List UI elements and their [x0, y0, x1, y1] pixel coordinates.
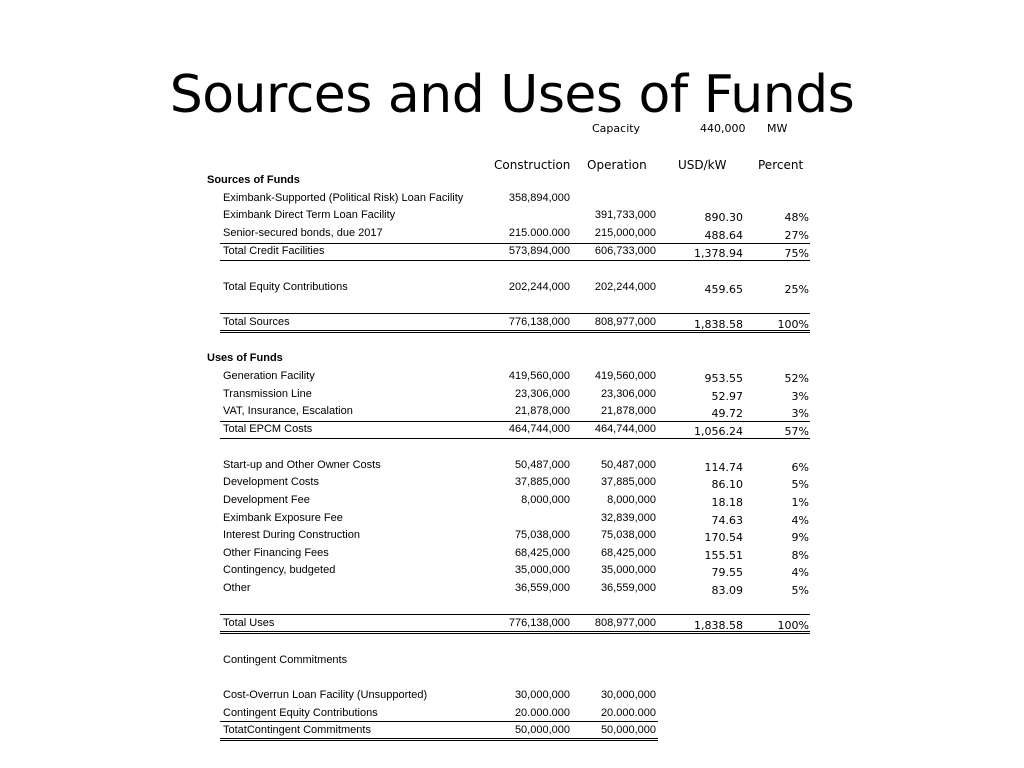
double-divider: [220, 330, 810, 333]
table-row: [0, 528, 1024, 545]
usdkw-value: 49.72: [711, 407, 743, 420]
construction-value: 215.000.000: [508, 227, 570, 239]
table-row: [0, 581, 1024, 598]
row-label: Total Uses: [223, 617, 275, 629]
operation-value: 50,000,000: [600, 724, 656, 736]
construction-value: 36,559,000: [514, 582, 570, 594]
usdkw-value: 74.63: [711, 514, 743, 527]
operation-value: 32,839,000: [600, 512, 656, 524]
percent-value: 25%: [784, 283, 809, 296]
divider: [220, 721, 658, 722]
operation-value: 606,733,000: [594, 245, 656, 257]
capacity-label: Capacity: [592, 122, 641, 135]
construction-value: 464,744,000: [508, 423, 570, 435]
table-row: [0, 511, 1024, 528]
usdkw-value: 83.09: [711, 584, 743, 597]
operation-value: 419,560,000: [594, 370, 656, 382]
operation-value: 37,885,000: [600, 476, 656, 488]
header-percent: Percent: [758, 158, 804, 172]
construction-value: 50,487,000: [514, 459, 570, 471]
row-label: Other Financing Fees: [223, 547, 329, 559]
construction-value: 8,000,000: [521, 494, 570, 506]
operation-value: 391,733,000: [594, 209, 656, 221]
operation-value: 8,000,000: [607, 494, 656, 506]
operation-value: 30,000,000: [600, 689, 656, 701]
row-label: Eximbank Direct Term Loan Facility: [223, 209, 396, 221]
operation-value: 464,744,000: [594, 423, 656, 435]
row-label: Contingent Equity Contributions: [223, 707, 378, 719]
operation-value: 36,559,000: [600, 582, 656, 594]
percent-value: 8%: [791, 549, 809, 562]
divider: [220, 438, 810, 439]
row-label: Contingent Commitments: [223, 654, 348, 666]
table-row: [0, 208, 1024, 225]
divider: [220, 313, 810, 314]
table-row: [0, 280, 1024, 297]
percent-value: 9%: [791, 531, 809, 544]
operation-value: 75,038,000: [600, 529, 656, 541]
divider: [220, 614, 810, 615]
usdkw-value: 170.54: [704, 531, 743, 544]
construction-value: 68,425,000: [514, 547, 570, 559]
usdkw-value: 890.30: [704, 211, 743, 224]
construction-value: 573,894,000: [508, 245, 570, 257]
construction-value: 358,894,000: [508, 192, 570, 204]
sources-section-title: [0, 173, 1024, 190]
row-label: Development Fee: [223, 494, 310, 506]
construction-value: 35,000,000: [514, 564, 570, 576]
capacity-value: 440,000: [700, 122, 746, 135]
percent-value: 5%: [791, 584, 809, 597]
section-label: Sources of Funds: [207, 174, 300, 186]
construction-value: 776,138,000: [508, 316, 570, 328]
row-label: Start-up and Other Owner Costs: [223, 459, 381, 471]
usdkw-value: 459.65: [704, 283, 743, 296]
row-label: Interest During Construction: [223, 529, 360, 541]
percent-value: 100%: [777, 619, 809, 632]
double-divider: [220, 631, 810, 634]
usdkw-value: 18.18: [711, 496, 743, 509]
table-row: [0, 653, 1024, 670]
table-row: [0, 458, 1024, 475]
operation-value: 68,425,000: [600, 547, 656, 559]
percent-value: 4%: [791, 514, 809, 527]
table-row: [0, 688, 1024, 705]
row-label: Eximbank Exposure Fee: [223, 512, 343, 524]
percent-value: 5%: [791, 478, 809, 491]
row-label: Cost-Overrun Loan Facility (Unsupported): [223, 689, 428, 701]
row-label: Transmission Line: [223, 388, 312, 400]
percent-value: 27%: [784, 229, 809, 242]
construction-value: 30,000,000: [514, 689, 570, 701]
operation-value: 21,878,000: [600, 405, 656, 417]
row-label: VAT, Insurance, Escalation: [223, 405, 353, 417]
percent-value: 1%: [791, 496, 809, 509]
usdkw-value: 114.74: [704, 461, 743, 474]
construction-value: 419,560,000: [508, 370, 570, 382]
table-row: [0, 546, 1024, 563]
row-label: Senior-secured bonds, due 2017: [223, 227, 383, 239]
uses-section-title: [0, 351, 1024, 368]
page-title: Sources and Uses of Funds: [169, 65, 855, 125]
construction-value: 37,885,000: [514, 476, 570, 488]
table-row-total: [0, 422, 1024, 439]
row-label: Total EPCM Costs: [223, 423, 313, 435]
percent-value: 48%: [784, 211, 809, 224]
construction-value: 776,138,000: [508, 617, 570, 629]
table-row: [0, 191, 1024, 208]
usdkw-value: 1,378.94: [694, 247, 743, 260]
table-row: [0, 387, 1024, 404]
percent-value: 100%: [777, 318, 809, 331]
construction-value: 75,038,000: [514, 529, 570, 541]
row-label: Total Equity Contributions: [223, 281, 348, 293]
operation-value: 808,977,000: [594, 617, 656, 629]
construction-value: 20.000.000: [514, 707, 570, 719]
row-label: Total Credit Facilities: [223, 245, 325, 257]
row-label: Development Costs: [223, 476, 319, 488]
header-usdkw: USD/kW: [678, 158, 727, 172]
usdkw-value: 86.10: [711, 478, 743, 491]
row-label: Contingency, budgeted: [223, 564, 336, 576]
usdkw-value: 1,056.24: [694, 425, 743, 438]
operation-value: 35,000,000: [600, 564, 656, 576]
operation-value: 215,000,000: [594, 227, 656, 239]
row-label: TotatContingent Commitments: [223, 724, 371, 736]
header-operation: Operation: [587, 158, 647, 172]
row-label: Other: [223, 582, 251, 594]
operation-value: 20.000.000: [600, 707, 656, 719]
table-row-total: [0, 244, 1024, 261]
operation-value: 808,977,000: [594, 316, 656, 328]
row-label: Eximbank-Supported (Political Risk) Loan Facility: [223, 192, 464, 204]
row-label: Total Sources: [223, 316, 290, 328]
section-label: Uses of Funds: [207, 352, 283, 364]
percent-value: 3%: [791, 407, 809, 420]
header-construction: Construction: [494, 158, 571, 172]
double-divider: [220, 738, 658, 741]
percent-value: 57%: [784, 425, 809, 438]
table-row: [0, 475, 1024, 492]
usdkw-value: 488.64: [704, 229, 743, 242]
usdkw-value: 155.51: [704, 549, 743, 562]
divider: [220, 260, 810, 261]
percent-value: 4%: [791, 566, 809, 579]
usdkw-value: 953.55: [704, 372, 743, 385]
table-row: [0, 493, 1024, 510]
capacity-unit: MW: [767, 122, 788, 135]
percent-value: 3%: [791, 390, 809, 403]
construction-value: 23,306,000: [514, 388, 570, 400]
construction-value: 21,878,000: [514, 405, 570, 417]
table-row: [0, 369, 1024, 386]
construction-value: 202,244,000: [508, 281, 570, 293]
percent-value: 6%: [791, 461, 809, 474]
percent-value: 52%: [784, 372, 809, 385]
construction-value: 50,000,000: [514, 724, 570, 736]
operation-value: 23,306,000: [600, 388, 656, 400]
operation-value: 50,487,000: [600, 459, 656, 471]
usdkw-value: 1,838.58: [694, 318, 743, 331]
usdkw-value: 1,838.58: [694, 619, 743, 632]
usdkw-value: 79.55: [711, 566, 743, 579]
row-label: Generation Facility: [223, 370, 315, 382]
table-row: [0, 404, 1024, 421]
table-row: [0, 226, 1024, 243]
operation-value: 202,244,000: [594, 281, 656, 293]
table-row: [0, 563, 1024, 580]
percent-value: 75%: [784, 247, 809, 260]
usdkw-value: 52.97: [711, 390, 743, 403]
